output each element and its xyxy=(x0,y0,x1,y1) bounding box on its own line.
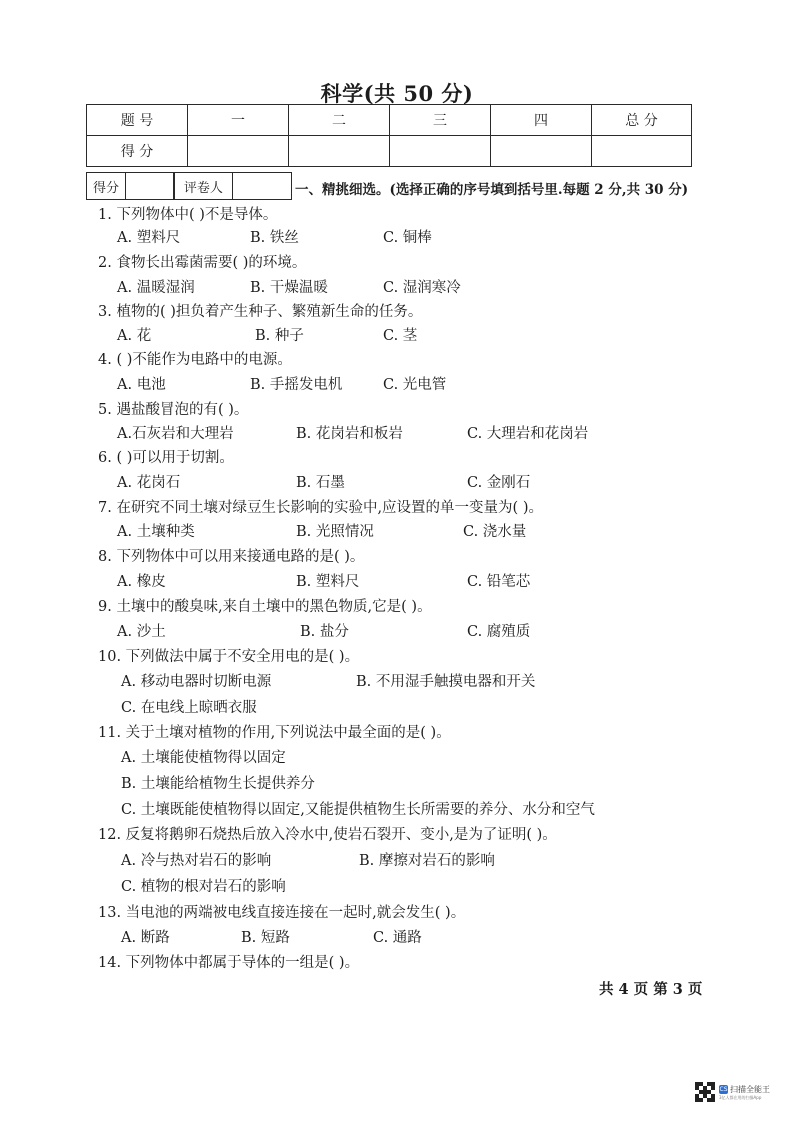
option: A. 电池 xyxy=(117,377,166,393)
option: C. 铅笔芯 xyxy=(467,574,531,590)
score-header-cell: 三 xyxy=(390,105,491,136)
option: A. 橡皮 xyxy=(117,574,166,590)
camscanner-logo-icon: CS xyxy=(719,1085,728,1093)
option: B. 短路 xyxy=(241,930,290,946)
option: A. 花 xyxy=(117,328,152,344)
option: C. 大理岩和花岗岩 xyxy=(467,426,589,442)
option: C. 土壤既能使植物得以固定,又能提供植物生长所需要的养分、水分和空气 xyxy=(121,802,595,818)
question-text: 8. 下列物体中可以用来接通电路的是( )。 xyxy=(98,549,365,565)
question-text: 3. 植物的( )担负着产生种子、繁殖新生命的任务。 xyxy=(98,304,423,320)
grader-score-cell xyxy=(125,172,175,200)
stamp-subtitle: 3亿人都在用的扫描App xyxy=(719,1094,762,1100)
score-table-score-row xyxy=(87,136,692,167)
score-cell xyxy=(188,136,289,167)
score-cell xyxy=(592,136,692,167)
option: A. 塑料尺 xyxy=(117,230,181,246)
page-number: 共 4 页 第 3 页 xyxy=(599,981,703,998)
score-cell xyxy=(390,136,491,167)
page-title: 科学(共 50 分) xyxy=(320,81,474,106)
option: A. 土壤能使植物得以固定 xyxy=(121,750,286,766)
grader-box xyxy=(86,172,291,200)
option: A. 沙土 xyxy=(117,624,166,640)
grader-name-cell xyxy=(232,172,292,200)
option: B. 光照情况 xyxy=(296,524,374,540)
score-table xyxy=(86,104,692,167)
option: C. 植物的根对岩石的影响 xyxy=(121,879,286,895)
question-text: 11. 关于土壤对植物的作用,下列说法中最全面的是( )。 xyxy=(98,725,451,741)
option: B. 花岗岩和板岩 xyxy=(296,426,403,442)
score-header-cell: 一 xyxy=(188,105,289,136)
option: C. 在电线上晾晒衣服 xyxy=(121,700,257,716)
option: B. 摩擦对岩石的影响 xyxy=(359,853,495,869)
option: B. 塑料尺 xyxy=(296,574,360,590)
grader-name-label: 评卷人 xyxy=(173,172,233,200)
option: B. 土壤能给植物生长提供养分 xyxy=(121,776,315,792)
option: B. 干燥温暖 xyxy=(250,280,328,296)
option: C. 浇水量 xyxy=(463,524,527,540)
option: B. 铁丝 xyxy=(250,230,299,246)
option: A. 土壤种类 xyxy=(117,524,195,540)
score-row-label: 得 分 xyxy=(87,136,188,167)
option: C. 茎 xyxy=(383,328,418,344)
option: A. 温暖湿润 xyxy=(117,280,195,296)
option: A.石灰岩和大理岩 xyxy=(117,426,234,442)
question-text: 9. 土壤中的酸臭味,来自土壤中的黑色物质,它是( )。 xyxy=(98,599,432,615)
question-text: 1. 下列物体中( )不是导体。 xyxy=(98,207,278,223)
score-cell xyxy=(289,136,390,167)
option: A. 花岗石 xyxy=(117,475,181,491)
option: C. 铜棒 xyxy=(383,230,432,246)
score-header-cell: 总 分 xyxy=(592,105,692,136)
section-heading: 一、精挑细选。(选择正确的序号填到括号里.每题 2 分,共 30 分) xyxy=(295,182,689,198)
stamp-name: 扫描全能王 xyxy=(730,1084,770,1094)
question-text: 14. 下列物体中都属于导体的一组是( )。 xyxy=(98,955,360,971)
option: C. 金刚石 xyxy=(467,475,531,491)
option: C. 腐殖质 xyxy=(467,624,531,640)
option: C. 通路 xyxy=(373,930,422,946)
scanner-watermark xyxy=(695,1082,770,1102)
question-text: 2. 食物长出霉菌需要( )的环境。 xyxy=(98,255,307,271)
option: B. 不用湿手触摸电器和开关 xyxy=(356,674,536,690)
option: C. 光电管 xyxy=(383,377,447,393)
question-text: 5. 遇盐酸冒泡的有( )。 xyxy=(98,402,249,418)
score-table-header-row xyxy=(87,105,692,136)
option: B. 种子 xyxy=(255,328,304,344)
option: C. 湿润寒冷 xyxy=(383,280,461,296)
option: B. 手摇发电机 xyxy=(250,377,343,393)
question-text: 4. ( )不能作为电路中的电源。 xyxy=(98,352,292,368)
qr-code-icon xyxy=(695,1082,715,1102)
question-text: 7. 在研究不同土壤对绿豆生长影响的实验中,应设置的单一变量为( )。 xyxy=(98,500,543,516)
score-cell xyxy=(491,136,592,167)
option: A. 移动电器时切断电源 xyxy=(121,674,272,690)
question-text: 6. ( )可以用于切割。 xyxy=(98,450,234,466)
question-text: 10. 下列做法中属于不安全用电的是( )。 xyxy=(98,649,360,665)
score-header-cell: 二 xyxy=(289,105,390,136)
option: A. 断路 xyxy=(121,930,170,946)
question-text: 13. 当电池的两端被电线直接连接在一起时,就会发生( )。 xyxy=(98,905,466,921)
question-text: 12. 反复将鹅卵石烧热后放入冷水中,使岩石裂开、变小,是为了证明( )。 xyxy=(98,827,557,843)
option: A. 冷与热对岩石的影响 xyxy=(121,853,272,869)
option: B. 盐分 xyxy=(300,624,349,640)
option: B. 石墨 xyxy=(296,475,345,491)
grader-score-label: 得分 xyxy=(86,172,126,200)
score-header-cell: 题 号 xyxy=(87,105,188,136)
score-header-cell: 四 xyxy=(491,105,592,136)
